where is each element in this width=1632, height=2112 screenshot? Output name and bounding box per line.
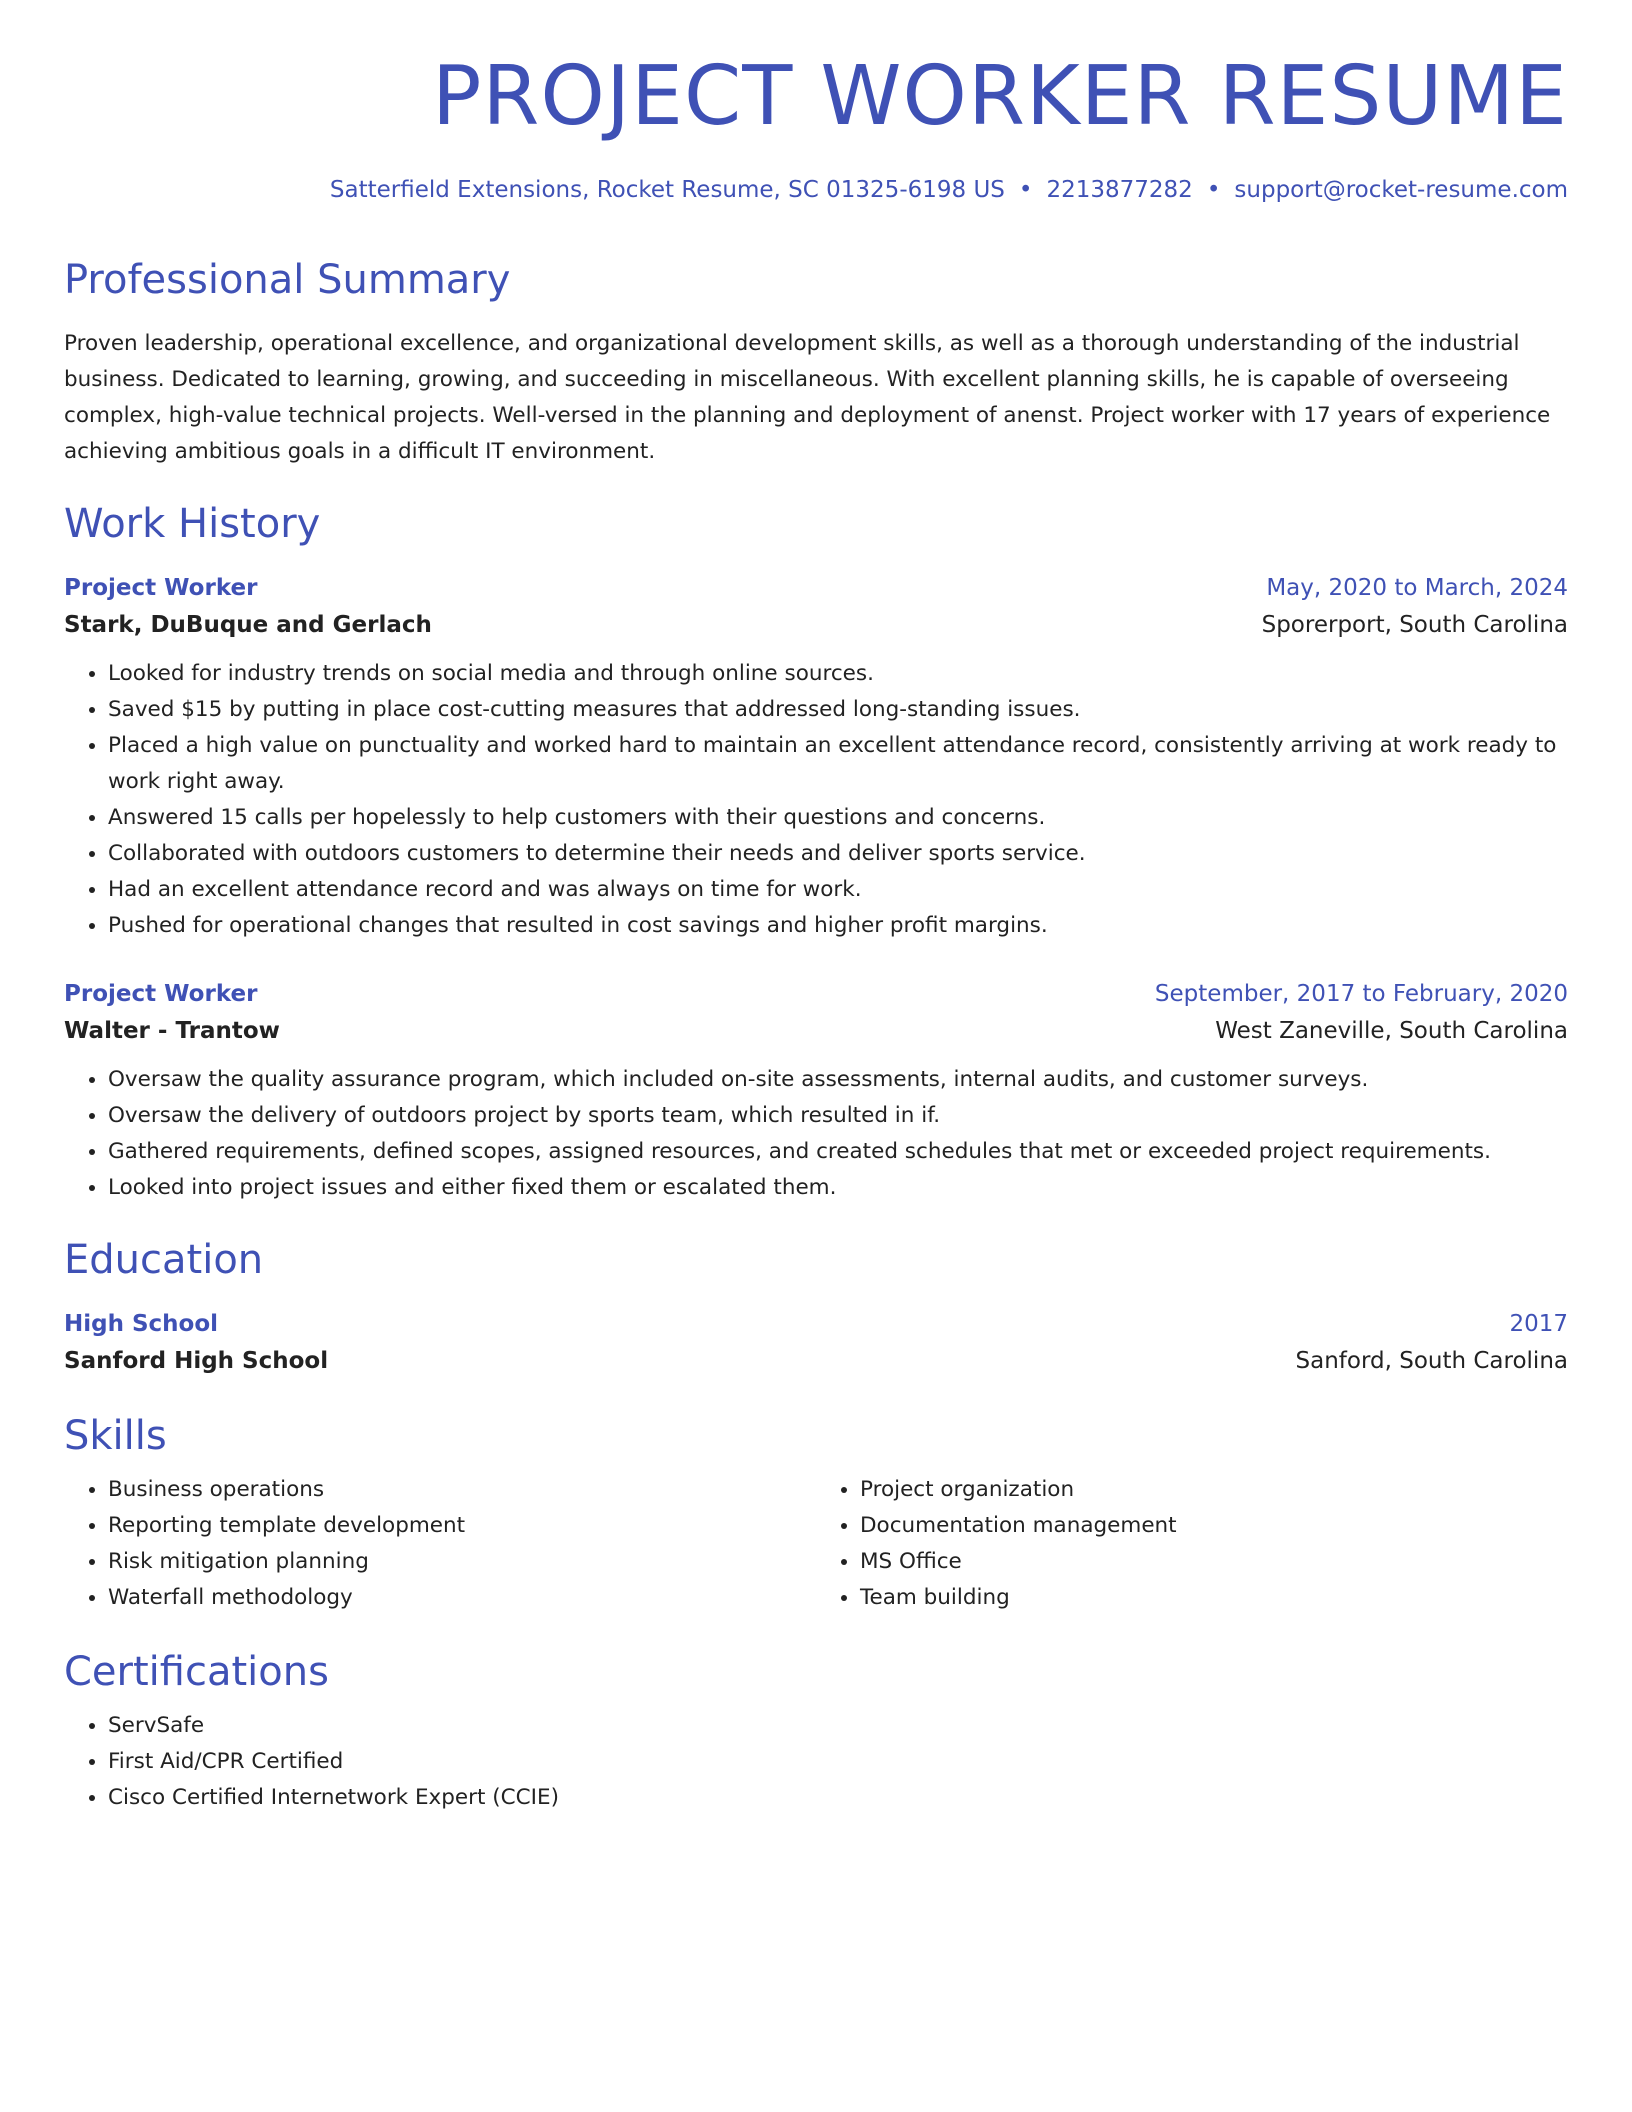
skill-item: • Waterfall methodology bbox=[108, 1580, 816, 1616]
skills-heading: Skills bbox=[64, 1413, 167, 1460]
summary-text: Proven leadership, operational excellence, and organizational development skills, as well as a thorough understanding of the industrial business. Dedicated to learning, growing, and succeeding in miscellaneous. With excellent planning skills, he is capable of overseeing complex, high-value technical projects. Well-versed in the planning and deployment of anenst. Project worker with 17 years of experience achieving ambitious goals in a difficult IT environment. bbox=[64, 331, 1551, 465]
job-entry bbox=[64, 976, 1568, 1206]
job-duties-list bbox=[64, 1062, 1568, 1206]
job-location: West Zaneville, South Carolina bbox=[1215, 1018, 1568, 1045]
education-heading: Education bbox=[64, 1237, 264, 1284]
job-duty: • Pushed for operational changes that resulted in cost savings and higher profit margins. bbox=[108, 908, 1568, 944]
education-year: 2017 bbox=[1509, 1311, 1568, 1338]
job-company: Stark, DuBuque and Gerlach bbox=[64, 612, 432, 639]
job-duty: • Collaborated with outdoors customers to determine their needs and deliver sports service. bbox=[108, 836, 1568, 872]
job-duty: • Answered 15 calls per hopelessly to help customers with their questions and concerns. bbox=[108, 800, 1568, 836]
certification-item: • First Aid/CPR Certified bbox=[108, 1744, 1568, 1780]
skill-item: • Project organization bbox=[860, 1472, 1568, 1508]
contact-separator: • bbox=[1206, 177, 1221, 204]
certifications-heading: Certifications bbox=[64, 1649, 329, 1696]
job-duty: • Placed a high value on punctuality and worked hard to maintain an excellent attendance record, consistently arriving at work ready to work right away. bbox=[108, 728, 1568, 800]
job-duties-list bbox=[64, 656, 1568, 944]
skill-item: • Reporting template development bbox=[108, 1508, 816, 1544]
job-title: Project Worker bbox=[64, 575, 258, 602]
skills-list-left bbox=[64, 1472, 816, 1616]
job-entry bbox=[64, 570, 1568, 944]
skill-item: • MS Office bbox=[860, 1544, 1568, 1580]
skills-grid bbox=[64, 1472, 1568, 1616]
resume-title: PROJECT WORKER RESUME bbox=[431, 49, 1568, 144]
contact-separator: • bbox=[1018, 177, 1033, 204]
job-dates: May, 2020 to March, 2024 bbox=[1266, 575, 1568, 602]
education-location: Sanford, South Carolina bbox=[1295, 1348, 1568, 1375]
job-location: Sporerport, South Carolina bbox=[1261, 612, 1568, 639]
education-entry bbox=[64, 1306, 1568, 1380]
job-duty: • Looked into project issues and either fixed them or escalated them. bbox=[108, 1170, 1568, 1206]
education-degree: High School bbox=[64, 1311, 219, 1338]
skill-item: • Business operations bbox=[108, 1472, 816, 1508]
job-duty: • Oversaw the delivery of outdoors project by sports team, which resulted in if. bbox=[108, 1098, 1568, 1134]
skill-item: • Documentation management bbox=[860, 1508, 1568, 1544]
contact-phone: 2213877282 bbox=[1046, 177, 1193, 204]
work-history-heading: Work History bbox=[64, 501, 321, 548]
job-duty: • Looked for industry trends on social media and through online sources. bbox=[108, 656, 1568, 692]
contact-line bbox=[64, 176, 1568, 206]
skill-item: • Risk mitigation planning bbox=[108, 1544, 816, 1580]
summary-heading: Professional Summary bbox=[64, 257, 511, 304]
job-title: Project Worker bbox=[64, 981, 258, 1008]
job-duty: • Gathered requirements, defined scopes, assigned resources, and created schedules that met or exceeded project requirements. bbox=[108, 1134, 1568, 1170]
job-duty: • Saved $15 by putting in place cost-cutting measures that addressed long-standing issues. bbox=[108, 692, 1568, 728]
job-company: Walter - Trantow bbox=[64, 1018, 280, 1045]
skill-item: • Team building bbox=[860, 1580, 1568, 1616]
contact-email: support@rocket-resume.com bbox=[1234, 177, 1568, 204]
job-duty: • Oversaw the quality assurance program, which included on-site assessments, internal audits, and customer surveys. bbox=[108, 1062, 1568, 1098]
education-school: Sanford High School bbox=[64, 1348, 329, 1375]
job-dates: September, 2017 to February, 2020 bbox=[1154, 981, 1568, 1008]
certification-item: • ServSafe bbox=[108, 1708, 1568, 1744]
certifications-list bbox=[64, 1708, 1568, 1816]
contact-address: Satterfield Extensions, Rocket Resume, SC 01325-6198 US bbox=[329, 177, 1005, 204]
certification-item: • Cisco Certified Internetwork Expert (CCIE) bbox=[108, 1780, 1568, 1816]
skills-list-right bbox=[816, 1472, 1568, 1616]
job-duty: • Had an excellent attendance record and was always on time for work. bbox=[108, 872, 1568, 908]
